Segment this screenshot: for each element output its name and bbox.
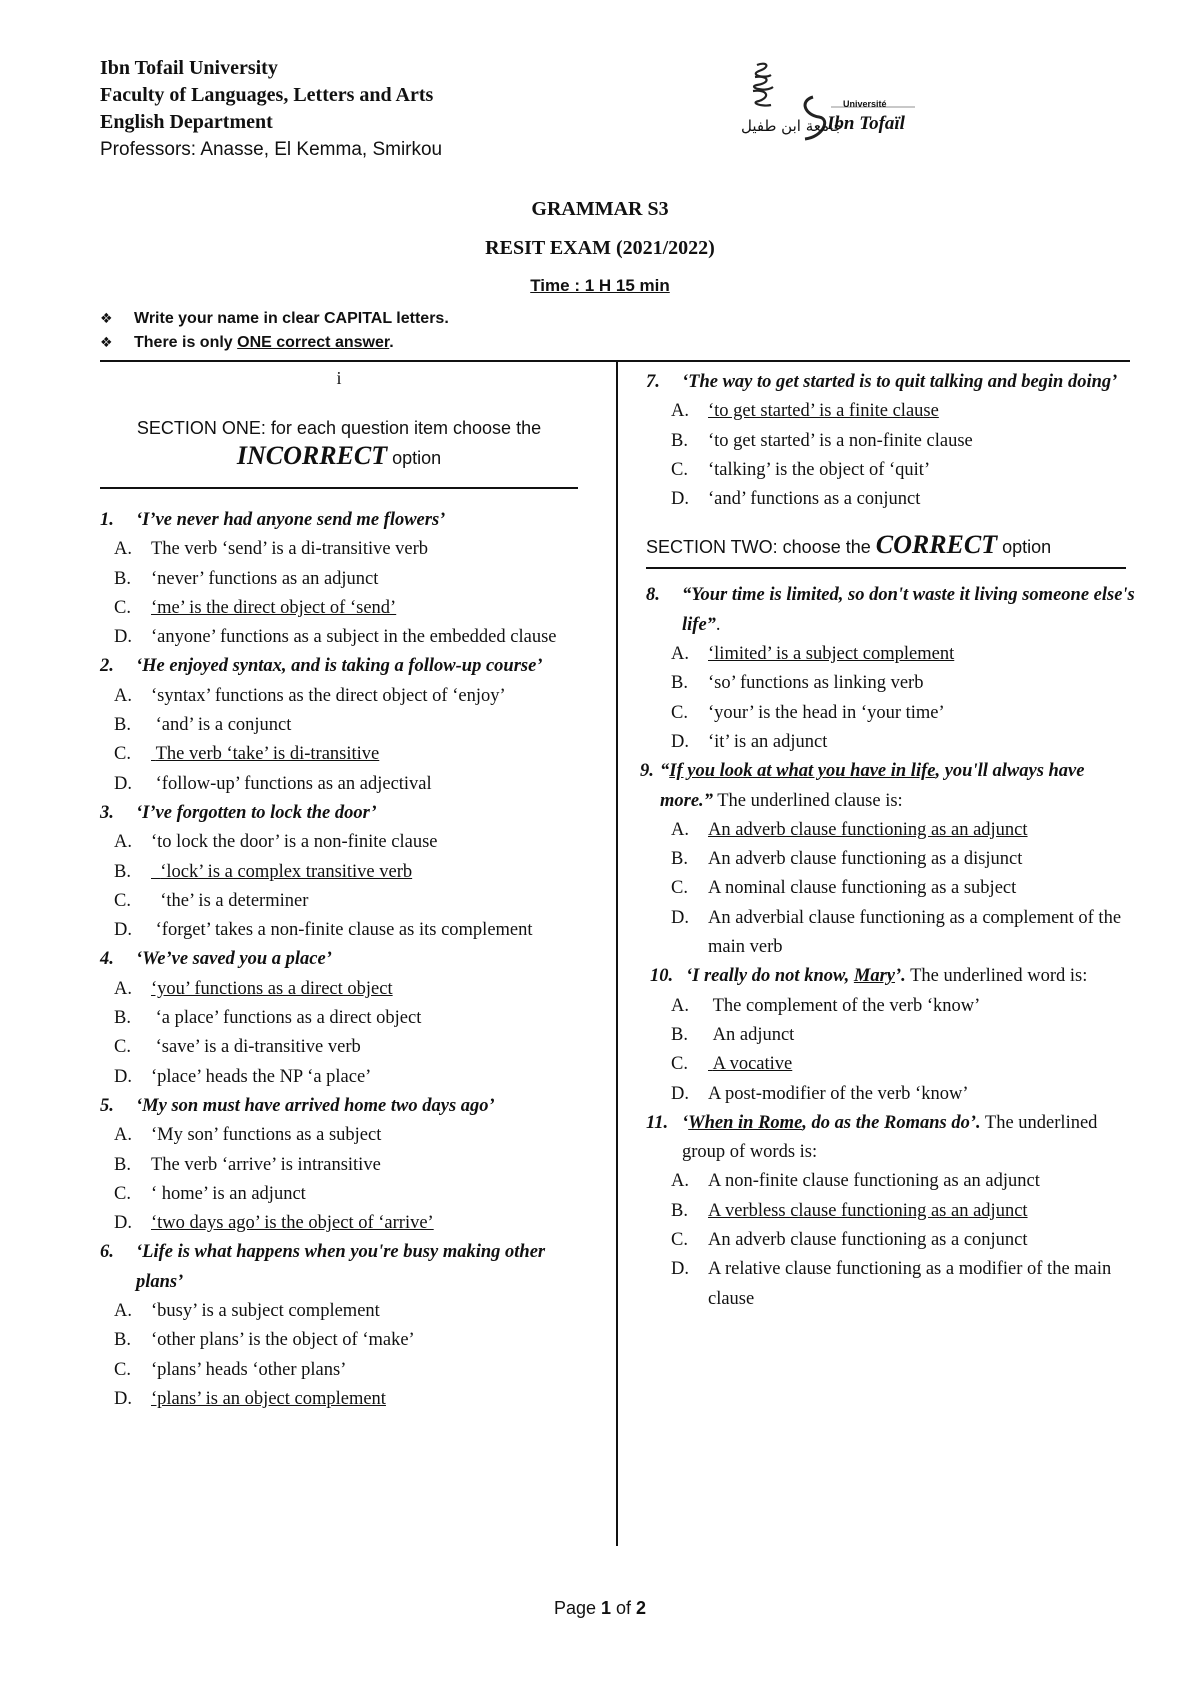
option-text: ‘the’ is a determiner: [151, 890, 309, 911]
option-letter: D.: [671, 1083, 689, 1104]
answer-option: [100, 711, 578, 740]
answer-option: [100, 1063, 578, 1092]
section-two-rule: [646, 567, 1126, 569]
option-letter: B.: [671, 1200, 688, 1221]
option-letter: A.: [671, 644, 689, 665]
instruction-one-answer: ❖ There is only ONE correct answer.: [100, 331, 394, 354]
option-letter: A.: [114, 832, 132, 853]
answer-option: [100, 1209, 578, 1238]
option-letter: C.: [671, 459, 688, 480]
option-letter: A.: [671, 995, 689, 1016]
question-9: 9. “If you look at what you have in life, you'll always have more.” The underlined clause is:: [640, 761, 1085, 811]
option-letter: C.: [114, 597, 131, 618]
answer-option: [646, 1050, 1136, 1079]
option-letter: D.: [671, 489, 689, 510]
question-6: 6. ‘Life is what happens when you're busy making other plans’: [100, 1242, 546, 1292]
option-text: An adverb clause functioning as an adjunct: [708, 819, 1028, 840]
option-text: An adverb clause functioning as a conjunct: [708, 1230, 1028, 1251]
option-letter: D.: [114, 1066, 132, 1087]
exam-subject: GRAMMAR S3: [531, 198, 669, 220]
option-text: ‘you’ functions as a direct object: [151, 978, 393, 999]
answer-option: [646, 728, 1136, 757]
answer-option: [646, 992, 1136, 1021]
option-text: A nominal clause functioning as a subject: [708, 878, 1017, 899]
option-letter: B.: [114, 861, 131, 882]
answer-option: [646, 699, 1136, 728]
column-divider: [616, 360, 618, 1546]
option-text: ‘place’ heads the NP ‘a place’: [151, 1066, 372, 1087]
option-text: The verb ‘take’ is di-transitive: [151, 744, 380, 765]
option-letter: C.: [114, 1037, 131, 1058]
option-text: ‘to get started’ is a non-finite clause: [708, 430, 973, 451]
question-10: 10. ‘I really do not know, Mary’. The underlined word is:: [650, 966, 1088, 987]
answer-option: [646, 845, 1136, 874]
option-text: The complement of the verb ‘know’: [708, 995, 981, 1016]
answer-option: [100, 828, 578, 857]
answer-option: [646, 816, 1136, 845]
option-letter: C.: [114, 1183, 131, 1204]
answer-option: [100, 1033, 578, 1062]
answer-option: [100, 887, 578, 916]
option-text: ‘your’ is the head in ‘your time’: [708, 702, 945, 723]
option-letter: A.: [114, 685, 132, 706]
option-letter: C.: [671, 1054, 688, 1075]
option-letter: C.: [671, 878, 688, 899]
option-letter: B.: [671, 673, 688, 694]
option-letter: A.: [671, 1171, 689, 1192]
logo-script-text: Ibn Tofaïl: [827, 113, 905, 134]
exam-time: Time : 1 H 15 min: [530, 276, 670, 295]
answer-option: [100, 1385, 578, 1414]
faculty-name: Faculty of Languages, Letters and Arts: [100, 84, 434, 106]
option-letter: B.: [671, 1024, 688, 1045]
answer-option: [646, 874, 1136, 903]
option-text: The verb ‘send’ is a di-transitive verb: [151, 539, 429, 560]
option-text: ‘and’ functions as a conjunct: [708, 489, 921, 510]
answer-option: [646, 456, 1136, 485]
option-text: ‘two days ago’ is the object of ‘arrive’: [151, 1213, 434, 1234]
option-letter: D.: [114, 627, 132, 648]
answer-option: [646, 904, 1136, 963]
option-text: ‘to get started’ is a finite clause: [708, 401, 939, 422]
instruction-name: ❖ Write your name in clear CAPITAL letters.: [100, 307, 449, 330]
option-text: An adverbial clause functioning as a complement of the main verb: [708, 907, 1126, 958]
answer-option: [100, 1297, 578, 1326]
option-text: ‘talking’ is the object of ‘quit’: [708, 459, 931, 480]
logo-small-text: Université: [843, 99, 887, 109]
answer-option: [100, 594, 578, 623]
answer-option: [100, 1356, 578, 1385]
option-letter: B.: [114, 1154, 131, 1175]
option-letter: D.: [114, 773, 132, 794]
question-11: 11. ‘When in Rome, do as the Romans do’. The underlined group of words is:: [646, 1112, 1098, 1163]
option-text: The verb ‘arrive’ is intransitive: [151, 1154, 381, 1175]
bullet-icon: ❖: [100, 310, 113, 326]
option-text: ‘lock’ is a complex transitive verb: [151, 861, 413, 882]
option-text: An adjunct: [708, 1024, 795, 1045]
option-text: ‘ home’ is an adjunct: [151, 1183, 306, 1204]
logo-arabic-text: جامعة ابن طفيل: [741, 117, 843, 135]
option-letter: C.: [114, 1359, 131, 1380]
answer-option: [100, 916, 578, 945]
university-logo: [735, 55, 935, 160]
option-letter: C.: [671, 1230, 688, 1251]
answer-option: [646, 640, 1136, 669]
question-4: 4. ‘We’ve saved you a place’: [100, 949, 332, 970]
option-letter: B.: [114, 1330, 131, 1351]
page-total: 2: [636, 1598, 647, 1618]
option-letter: B.: [671, 430, 688, 451]
answer-option: [646, 1080, 1136, 1109]
section-one-heading: SECTION ONE: for each question item choose the INCORRECT option: [136, 418, 542, 470]
option-text: ‘to lock the door’ is a non-finite clause: [151, 832, 438, 853]
answer-option: [100, 975, 578, 1004]
answer-option: [100, 535, 578, 564]
option-text: ‘forget’ takes a non-finite clause as its complement: [151, 920, 533, 941]
option-letter: B.: [114, 715, 131, 736]
option-letter: D.: [671, 1259, 689, 1280]
option-text: ‘syntax’ functions as the direct object of ‘enjoy’: [151, 685, 506, 706]
option-letter: D.: [114, 1388, 132, 1409]
left-question-list: [100, 506, 578, 1414]
option-letter: C.: [671, 702, 688, 723]
option-letter: A.: [671, 401, 689, 422]
option-text: ‘a place’ functions as a direct object: [151, 1008, 422, 1029]
option-text: ‘me’ is the direct object of ‘send’: [151, 597, 397, 618]
option-letter: B.: [114, 1008, 131, 1029]
option-text: ‘follow-up’ functions as an adjectival: [151, 773, 432, 794]
department-name: English Department: [100, 111, 273, 133]
option-text: ‘limited’ is a subject complement: [708, 644, 955, 665]
answer-option: [100, 565, 578, 594]
option-text: ‘so’ functions as linking verb: [708, 673, 924, 694]
answer-option: [646, 1255, 1136, 1314]
option-letter: C.: [114, 890, 131, 911]
option-text: ‘and’ is a conjunct: [151, 715, 292, 736]
answer-option: [646, 1021, 1136, 1050]
answer-option: [100, 1180, 578, 1209]
answer-option: [646, 669, 1136, 698]
question-8: 8. “Your time is limited, so don't waste it living someone else's life”.: [646, 585, 1135, 635]
page-number: 1: [601, 1598, 612, 1618]
exam-title: RESIT EXAM (2021/2022): [485, 237, 715, 259]
answer-option: [646, 1167, 1136, 1196]
stray-char: i: [336, 368, 342, 388]
option-letter: A.: [114, 1125, 132, 1146]
option-text: ‘anyone’ functions as a subject in the embedded clause: [151, 627, 557, 648]
answer-option: [100, 682, 578, 711]
question-7: 7. ‘The way to get started is to quit talking and begin doing’: [646, 372, 1118, 392]
answer-option: [646, 485, 1136, 514]
option-text: ‘plans’ is an object complement: [151, 1388, 386, 1409]
option-text: ‘My son’ functions as a subject: [151, 1125, 382, 1146]
option-letter: A.: [114, 1301, 132, 1322]
option-letter: D.: [114, 1213, 132, 1234]
question-1: 1. ‘I’ve never had anyone send me flowers’: [100, 510, 446, 530]
option-text: ‘it’ is an adjunct: [708, 731, 828, 752]
question-3: 3. ‘I’ve forgotten to lock the door’: [100, 802, 377, 823]
answer-option: [100, 623, 578, 652]
answer-option: [100, 740, 578, 769]
logo-emblem-icon: [735, 55, 935, 160]
university-name: Ibn Tofail University: [100, 57, 278, 79]
option-text: A verbless clause functioning as an adjunct: [708, 1200, 1028, 1221]
option-text: ‘save’ is a di-transitive verb: [151, 1037, 361, 1058]
option-letter: A.: [114, 978, 132, 999]
option-text: A vocative: [708, 1054, 793, 1075]
professors-line: Professors: Anasse, El Kemma, Smirkou: [100, 139, 443, 160]
right-question-list: [640, 368, 1136, 1314]
section-two-heading: SECTION TWO: choose the CORRECT option: [646, 530, 1052, 560]
option-letter: A.: [114, 539, 132, 560]
answer-option: [100, 1004, 578, 1033]
option-text: ‘other plans’ is the object of ‘make’: [151, 1330, 415, 1351]
option-letter: B.: [114, 568, 131, 589]
answer-option: [100, 770, 578, 799]
option-text: ‘busy’ is a subject complement: [151, 1301, 380, 1322]
option-text: ‘never’ functions as an adjunct: [151, 568, 379, 589]
option-text: ‘plans’ heads ‘other plans’: [151, 1359, 347, 1380]
question-2: 2. ‘He enjoyed syntax, and is taking a follow-up course’: [100, 656, 543, 677]
answer-option: [100, 1121, 578, 1150]
option-letter: A.: [671, 819, 689, 840]
option-letter: B.: [671, 849, 688, 870]
option-letter: D.: [671, 731, 689, 752]
option-letter: D.: [671, 907, 689, 928]
page-footer: Page 1 of 2: [553, 1598, 647, 1618]
bullet-icon: ❖: [100, 334, 113, 350]
answer-option: [646, 1197, 1136, 1226]
answer-option: [100, 1326, 578, 1355]
option-letter: D.: [114, 920, 132, 941]
answer-option: [646, 397, 1136, 426]
answer-option: [100, 858, 578, 887]
answer-option: [100, 1151, 578, 1180]
answer-option: [646, 1226, 1136, 1255]
option-text: A non-finite clause functioning as an adjunct: [708, 1171, 1040, 1192]
header-divider: [100, 360, 1130, 362]
option-text: An adverb clause functioning as a disjunct: [708, 849, 1023, 870]
section-one-rule: [100, 487, 578, 489]
option-letter: C.: [114, 744, 131, 765]
answer-option: [646, 427, 1136, 456]
option-text: A relative clause functioning as a modifier of the main clause: [708, 1259, 1116, 1309]
option-text: A post-modifier of the verb ‘know’: [708, 1083, 969, 1104]
question-5: 5. ‘My son must have arrived home two days ago’: [100, 1095, 495, 1116]
